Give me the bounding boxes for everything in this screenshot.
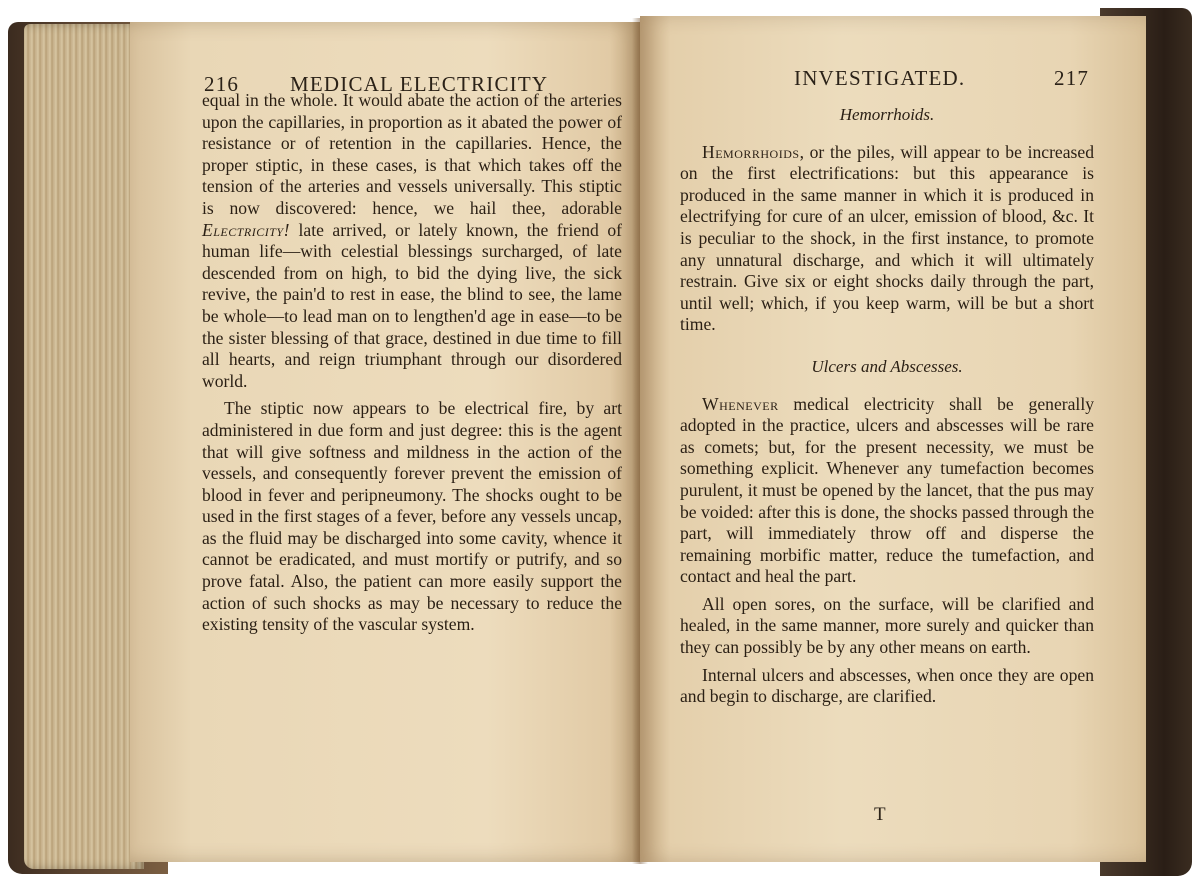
left-running-title: MEDICAL ELECTRICITY xyxy=(290,72,549,96)
signature-mark: T xyxy=(874,804,886,825)
right-running-title: INVESTIGATED. xyxy=(794,66,966,90)
left-paragraph-2: The stiptic now appears to be electrical fire, by art administered in due form and just degree: this is the agent that will give softness and mildness in the action of the vessels, and consequently forever prevent the emission of blood in fever and peripneumony. The shocks ought to be used in the first stages of a fever, before any vessels uncap, as the fluid may be discharged into some cavity, whence it cannot be eradicated, and must mortify or putrify, and so prove fatal. Also, the patient can more easily support the action of such shocks as may be necessary to reduce the existing tensity of the vascular system. xyxy=(202,398,622,635)
electricity-emphasis: Electricity! xyxy=(202,219,290,240)
right-page-text xyxy=(680,104,1094,708)
sores-paragraph: All open sores, on the surface, will be clarified and healed, in the same manner, more surely and quicker than they can possibly be by any other means on earth. xyxy=(680,593,1094,658)
left-page-text xyxy=(202,90,622,636)
left-page-number: 216 xyxy=(204,72,240,96)
left-paragraph-1: equal in the whole. It would abate the action of the arteries upon the capillaries, in proportion as it abated the power of resistance or of retention in the capillaries. Hence, the proper stiptic, in these cases, is that which takes off the tension of the arteries and vessels universally. This stiptic is now discovered: hence, we hail thee, adorable Electricity! late arrived, or lately known, the friend of human life—with celestial blessings surcharged, of late descended from on high, to bid the dying live, the sick revive, the pain'd to rest in ease, the blind to see, the lame be whole—to lead man on to lengthen'd age in ease—to be the sister blessing of that grace, destined in due time to fill all hearts, and reign triumphant through our disordered world. xyxy=(202,90,622,391)
left-page xyxy=(130,22,640,862)
page-edges xyxy=(24,24,144,869)
ulcers-paragraph: Whenever medical electricity shall be generally adopted in the practice, ulcers and abscesses will be rare as comets; but, for the present necessity, we must be something explicit. Whenever any tumefaction becomes purulent, it must be opened by the lancet, that the pus may be voided: after this is done, the shocks passed through the part, will immediately throw off and disperse the remaining morbific matter, reduce the tumefaction, and contact and heal the part. xyxy=(680,393,1094,587)
heading-ulcers: Ulcers and Abscesses. xyxy=(811,356,963,376)
internal-ulcers-paragraph: Internal ulcers and abscesses, when once they are open and begin to discharge, are clarified. xyxy=(680,664,1094,707)
heading-hemorrhoids: Hemorrhoids. xyxy=(839,105,935,124)
hemorrhoids-paragraph: Hemorrhoids, or the piles, will appear to be increased on the first electrifications: but this appearance is produced in the same manner in which it is produced in electrifying for cure of an ulcer, emission of blood, &c. It is peculiar to the shock, in the first instance, to promote any unnatural discharge, and which it will ultimately restrain. Give six or eight shocks daily through the part, until well; which, if you keep warm, will be but a short time. xyxy=(680,141,1094,335)
right-page-number: 217 xyxy=(1054,66,1090,90)
right-page xyxy=(640,16,1146,862)
